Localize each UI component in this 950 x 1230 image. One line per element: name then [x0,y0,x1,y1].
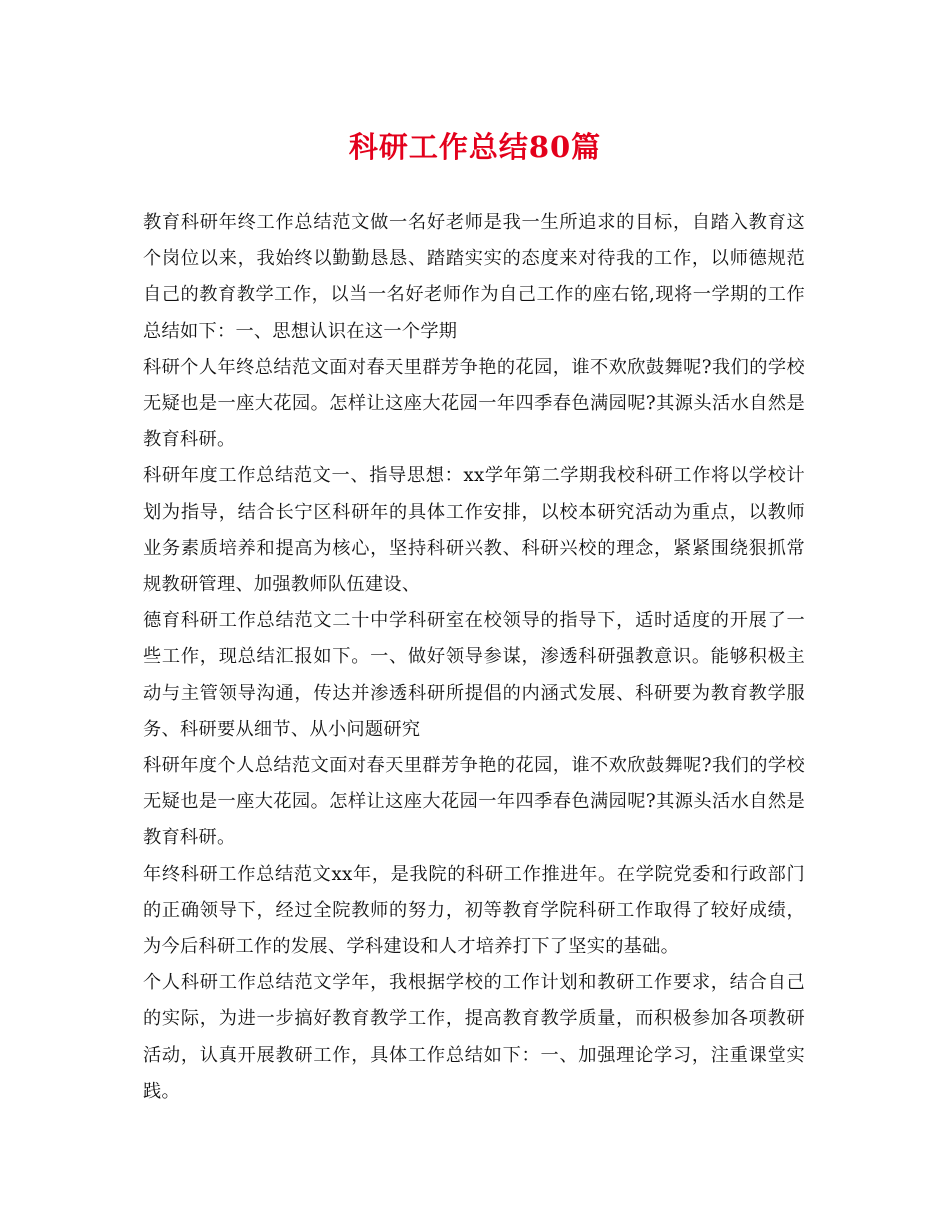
paragraph-2: 科研个人年终总结范文面对春天里群芳争艳的花园，谁不欢欣鼓舞呢?我们的学校无疑也是一座大花园。怎样让这座大花园一年四季春色满园呢?其源头活水自然是教育科研。 [143,356,805,451]
paragraph-6: 年终科研工作总结范文xx年，是我院的科研工作推进年。在学院党委和行政部门的正确领导下，经过全院教师的努力，初等教育学院科研工作取得了较好成绩，为今后科研工作的发展、学科建设和人才培养打下了坚实的基础。 [143,863,805,958]
paragraph-7: 个人科研工作总结范文学年，我根据学校的工作计划和教研工作要求，结合自己的实际，为进一步搞好教育教学工作，提高教育教学质量，而积极参加各项教研活动，认真开展教研工作，具体工作总结如下：一、加强理论学习，注重课堂实践。 [143,972,805,1102]
paragraph-4: 德育科研工作总结范文二十中学科研室在校领导的指导下，适时适度的开展了一些工作，现总结汇报如下。一、做好领导参谋，渗透科研强教意识。能够积极主动与主管领导沟通，传达并渗透科研所提倡的内涵式发展、科研要为教育教学服务、科研要从细节、从小问题研究 [143,610,805,740]
paragraph-3: 科研年度工作总结范文一、指导思想：xx学年第二学期我校科研工作将以学校计划为指导，结合长宁区科研年的具体工作安排，以校本研究活动为重点，以教师业务素质培养和提高为核心，坚持科研兴教、科研兴校的理念，紧紧围绕狠抓常规教研管理、加强教师队伍建设、 [143,465,805,596]
document-title: 科研工作总结80篇 [348,130,602,164]
paragraph-1: 教育科研年终工作总结范文做一名好老师是我一生所追求的目标，自踏入教育这个岗位以来，我始终以勤勤恳恳、踏踏实实的态度来对待我的工作，以师德规范自己的教育教学工作，以当一名好老师作为自己工作的座右铭,现将一学期的工作总结如下：一、思想认识在这一个学期 [143,212,805,342]
document-body [143,205,805,1110]
paragraph-5: 科研年度个人总结范文面对春天里群芳争艳的花园，谁不欢欣鼓舞呢?我们的学校无疑也是一座大花园。怎样让这座大花园一年四季春色满园呢?其源头活水自然是教育科研。 [143,755,805,849]
